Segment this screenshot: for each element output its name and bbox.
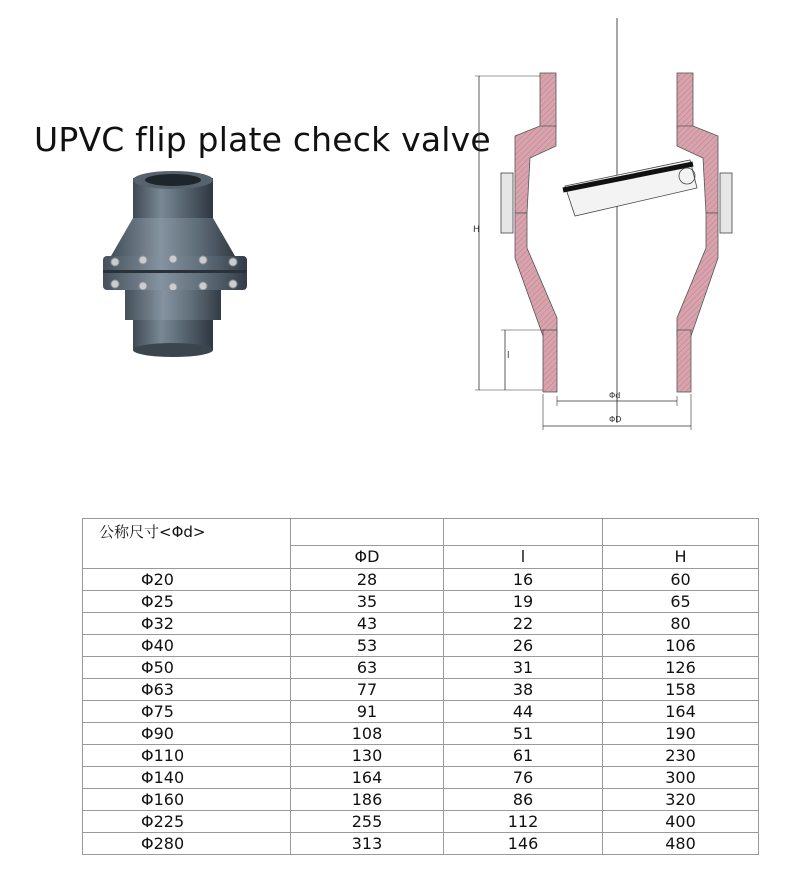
cell-l: 19	[444, 591, 603, 613]
table-row	[83, 613, 759, 635]
cell-size: Φ140	[83, 767, 291, 789]
cell-l: 26	[444, 635, 603, 657]
cell-size: Φ63	[83, 679, 291, 701]
cell-d: 91	[291, 701, 444, 723]
cell-d: 108	[291, 723, 444, 745]
valve-photo	[95, 170, 255, 360]
cell-h: 60	[603, 569, 759, 591]
col-header-H: H	[603, 546, 759, 569]
cell-l: 112	[444, 811, 603, 833]
cell-h: 126	[603, 657, 759, 679]
cell-d: 43	[291, 613, 444, 635]
cell-l: 31	[444, 657, 603, 679]
cell-size: Φ50	[83, 657, 291, 679]
cell-h: 106	[603, 635, 759, 657]
table-row	[83, 657, 759, 679]
table-row	[83, 591, 759, 613]
cell-h: 400	[603, 811, 759, 833]
cell-l: 76	[444, 767, 603, 789]
nominal-size-header: 公称尺寸<Φd>	[83, 519, 291, 546]
cell-size: Φ40	[83, 635, 291, 657]
h-dimension-label: H	[473, 225, 480, 235]
cell-d: 63	[291, 657, 444, 679]
cell-size: Φ32	[83, 613, 291, 635]
cell-h: 190	[603, 723, 759, 745]
cell-d: 28	[291, 569, 444, 591]
cell-h: 230	[603, 745, 759, 767]
d-dimension-label: Φd	[609, 391, 621, 400]
cell-d: 164	[291, 767, 444, 789]
cell-size: Φ25	[83, 591, 291, 613]
cell-l: 44	[444, 701, 603, 723]
cell-size: Φ20	[83, 569, 291, 591]
cell-h: 158	[603, 679, 759, 701]
col-header-D: ΦD	[291, 546, 444, 569]
cell-size: Φ225	[83, 811, 291, 833]
cell-size: Φ110	[83, 745, 291, 767]
l-dimension-label: l	[507, 351, 510, 361]
cell-l: 51	[444, 723, 603, 745]
col-header-l: l	[444, 546, 603, 569]
table-row	[83, 789, 759, 811]
cell-d: 255	[291, 811, 444, 833]
valve-section-drawing	[465, 18, 785, 438]
table-row	[83, 635, 759, 657]
cell-d: 35	[291, 591, 444, 613]
spec-table	[82, 518, 759, 855]
cell-d: 313	[291, 833, 444, 855]
cell-l: 61	[444, 745, 603, 767]
cell-l: 146	[444, 833, 603, 855]
cell-d: 186	[291, 789, 444, 811]
table-row	[83, 767, 759, 789]
cell-l: 16	[444, 569, 603, 591]
D-dimension-label: ΦD	[609, 415, 622, 424]
cell-d: 130	[291, 745, 444, 767]
cell-size: Φ160	[83, 789, 291, 811]
cell-size: Φ90	[83, 723, 291, 745]
table-header-row-top	[83, 519, 759, 546]
table-row	[83, 569, 759, 591]
cell-d: 77	[291, 679, 444, 701]
cell-size: Φ280	[83, 833, 291, 855]
table-row	[83, 811, 759, 833]
cell-l: 22	[444, 613, 603, 635]
table-row	[83, 723, 759, 745]
cell-h: 300	[603, 767, 759, 789]
cell-h: 65	[603, 591, 759, 613]
cell-size: Φ75	[83, 701, 291, 723]
table-row	[83, 679, 759, 701]
cell-d: 53	[291, 635, 444, 657]
cell-l: 38	[444, 679, 603, 701]
product-title: UPVC flip plate check valve	[34, 120, 491, 159]
cell-h: 80	[603, 613, 759, 635]
cell-h: 320	[603, 789, 759, 811]
table-header-row	[83, 546, 759, 569]
table-row	[83, 745, 759, 767]
cell-l: 86	[444, 789, 603, 811]
table-row	[83, 701, 759, 723]
cell-h: 480	[603, 833, 759, 855]
table-row	[83, 833, 759, 855]
cell-h: 164	[603, 701, 759, 723]
